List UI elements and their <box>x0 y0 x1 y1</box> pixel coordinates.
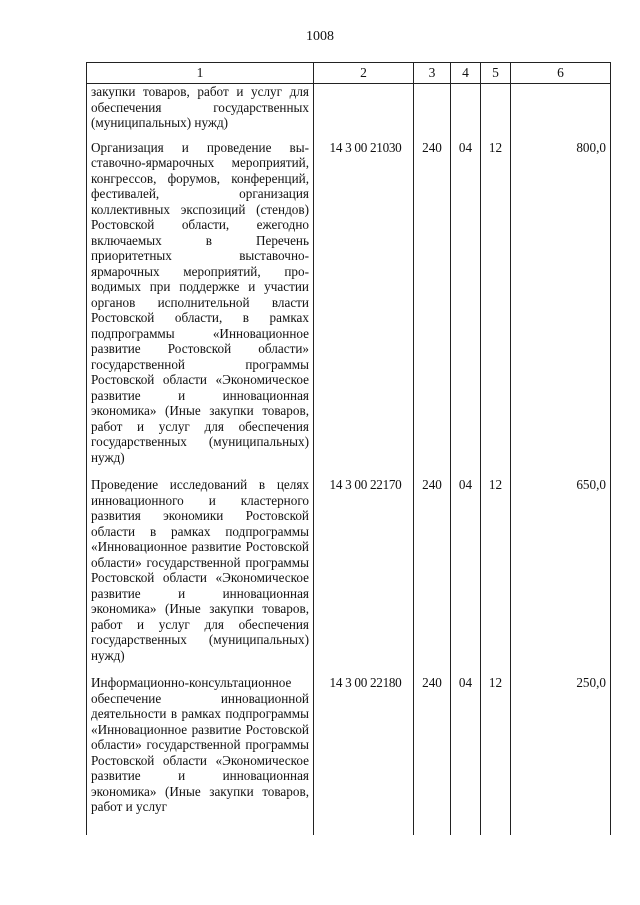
row-description: закупки товаров, работ и услуг для обеспечения государственных (муниципальных) нужд) <box>87 84 314 140</box>
row-description: Организация и проведение выставочно-ярмарочных мероприятий, конгрессов, форумов, конференций, фестивалей, организация коллективных экспозиций (стендов) Ростовской области, ежегодно включаемых в Перечень приоритетных выставочно-ярмарочных мероприятий, проводимых при поддержке и участии органов исполнительной власти Ростовской области, в рамках подпрограммы «Инновационное развитие Ростовской области» государственной программы Ростовской области «Экономическое развитие и инновационная экономика» (Иные закупки товаров, работ и услуг для обеспечения государственных (муниципальных) нужд) <box>87 140 314 478</box>
header-col-2: 2 <box>314 63 414 84</box>
table-row <box>87 140 611 478</box>
row-rz <box>451 84 481 140</box>
row-rz: 04 <box>451 477 481 675</box>
row-amount: 650,0 <box>511 477 611 675</box>
row-code: 14 3 00 21030 <box>314 140 414 478</box>
header-col-1: 1 <box>87 63 314 84</box>
table-header <box>87 63 611 84</box>
row-code: 14 3 00 22170 <box>314 477 414 675</box>
row-amount: 250,0 <box>511 675 611 835</box>
table-row <box>87 675 611 835</box>
row-pr <box>481 84 511 140</box>
row-pr: 12 <box>481 675 511 835</box>
row-vr: 240 <box>414 675 451 835</box>
table-row <box>87 477 611 675</box>
table-body <box>87 84 611 836</box>
row-rz: 04 <box>451 675 481 835</box>
header-col-6: 6 <box>511 63 611 84</box>
row-vr: 240 <box>414 477 451 675</box>
page-number: 1008 <box>306 29 334 44</box>
header-col-5: 5 <box>481 63 511 84</box>
budget-table <box>86 62 611 835</box>
row-amount: 800,0 <box>511 140 611 478</box>
header-col-3: 3 <box>414 63 451 84</box>
table-row <box>87 84 611 140</box>
row-description: Информационно-консультационное обеспечение инновационной деятельности в рамках подпрограммы «Инновационное развитие Ростовской области» государственной программы Ростовской области «Экономическое развитие и инновационная экономика» (Иные закупки товаров, работ и услуг <box>87 675 314 835</box>
row-rz: 04 <box>451 140 481 478</box>
row-pr: 12 <box>481 140 511 478</box>
row-vr <box>414 84 451 140</box>
row-code: 14 3 00 22180 <box>314 675 414 835</box>
row-code <box>314 84 414 140</box>
row-pr: 12 <box>481 477 511 675</box>
row-vr: 240 <box>414 140 451 478</box>
row-amount <box>511 84 611 140</box>
header-row <box>87 63 611 84</box>
row-description: Проведение исследований в целях инновационного и кластерного развития экономики Ростовской области в рамках подпрограммы «Инновационное развитие Ростовской области» государственной программы Ростовской области «Экономическое развитие и инновационная экономика» (Иные закупки товаров, работ и услуг для обеспечения государственных (муниципальных) нужд) <box>87 477 314 675</box>
header-col-4: 4 <box>451 63 481 84</box>
